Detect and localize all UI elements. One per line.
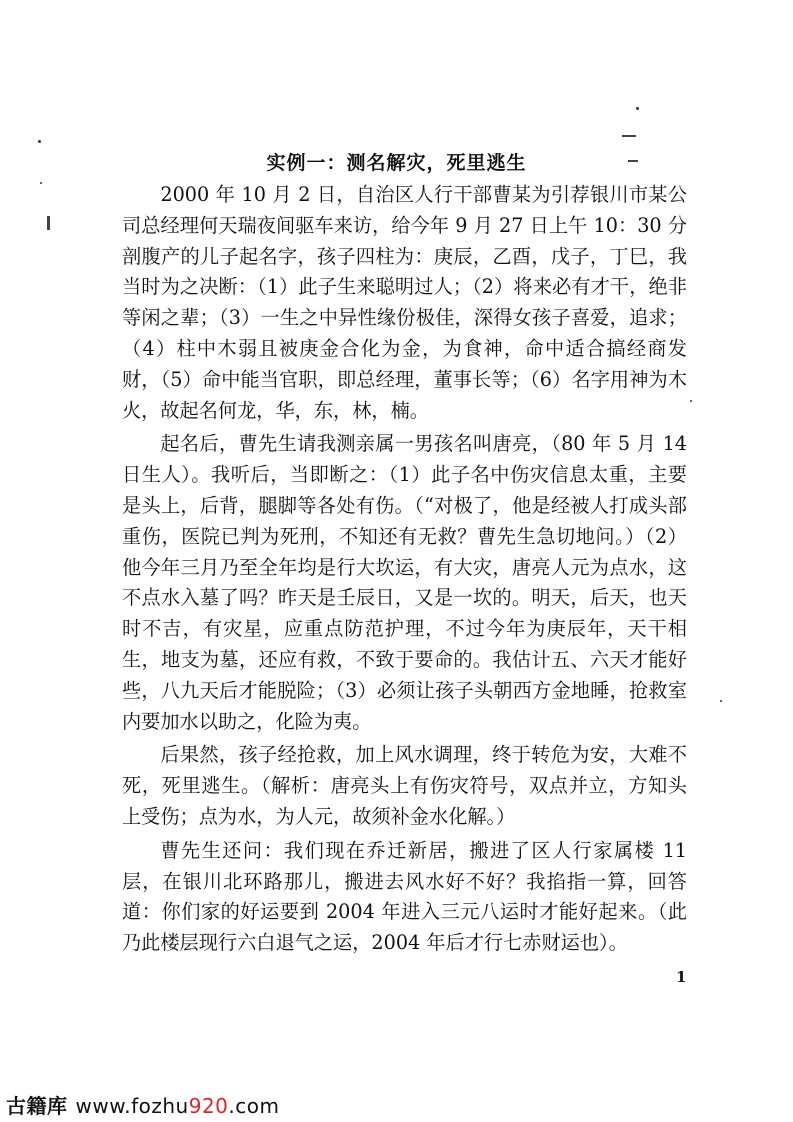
site-url-prefix: www.fozhu bbox=[75, 1094, 189, 1118]
scan-mark bbox=[40, 182, 42, 184]
footer-watermark bbox=[6, 1090, 280, 1119]
paragraph: 后果然，孩子经抢救，加上风水调理，终于转危为安，大难不死，死里逃生。（解析：唐亮头上有伤灾符号，双点并立，方知头上受伤；点为水，为人元，故须补金水化解。） bbox=[122, 743, 687, 828]
body-text bbox=[122, 180, 687, 962]
scan-mark bbox=[636, 107, 639, 110]
section-title: 实例一：测名解灾，死里逃生 bbox=[266, 152, 527, 174]
page-number: 1 bbox=[676, 968, 687, 986]
paragraph: 2000 年 10 月 2 日，自治区人行干部曹某为引荐银川市某公司总经理何天瑞夜间驱车来访，给今年 9 月 27 日上午 10：30 分剖腹产的儿子起名字，孩子四柱为：庚辰，乙酉，戊子，丁巳，我当时为之决断：（1）此子生来聪明过人；（2）将来必有才干，绝非等闲之辈；（3）一生之中异性缘份极佳，深得女孩子喜爱，追求；（4）柱中木弱且被庚金合化为金，为食神，命中适合搞经商发财，（5）命中能当官职，即总经理，董事长等；（6）名字用神为木火，故起名何龙，华，东，林，楠。 bbox=[122, 183, 687, 422]
site-name: 古籍库 bbox=[6, 1094, 68, 1118]
scan-mark bbox=[38, 140, 41, 143]
paragraph: 曹先生还问：我们现在乔迁新居，搬进了区人行家属楼 11 层，在银川北环路那儿，搬进去风水好不好？我掐指一算，回答道：你们家的好运要到 2004 年进入三元八运时才能好起来。（此乃此楼层现行六白退气之运，2004 年后才行七赤财运也）。 bbox=[122, 838, 687, 955]
site-url-accent: 920 bbox=[188, 1094, 229, 1118]
scan-mark bbox=[47, 216, 50, 230]
site-url-suffix: .com bbox=[228, 1094, 280, 1118]
paragraph: 起名后，曹先生请我测亲属一男孩名叫唐亮，（80 年 5 月 14 日生人）。我听后，当即断之：（1）此子名中伤灾信息太重，主要是头上，后背，腿脚等各处有伤。（“对极了，他是经被人打成头部重伤，医院已判为死刑，不知还有无救？曹先生急切地问。）（2）他今年三月乃至全年均是行大坎运，有大灾，唐亮人元为点水，这不点水入墓了吗？昨天是壬辰日，又是一坎的。明天，后天，也天时不吉，有灾星，应重点防范护理，不过今年为庚辰年，天干相生，地支为墓，还应有救，不致于要命的。我估计五、六天才能好些，八九天后才能脱险；（3）必须让孩子头朝西方金地睡，抢救室内要加水以助之，化险为夷。 bbox=[122, 432, 687, 733]
scan-mark bbox=[720, 700, 722, 702]
scan-mark bbox=[690, 400, 692, 402]
scan-mark bbox=[622, 135, 636, 137]
